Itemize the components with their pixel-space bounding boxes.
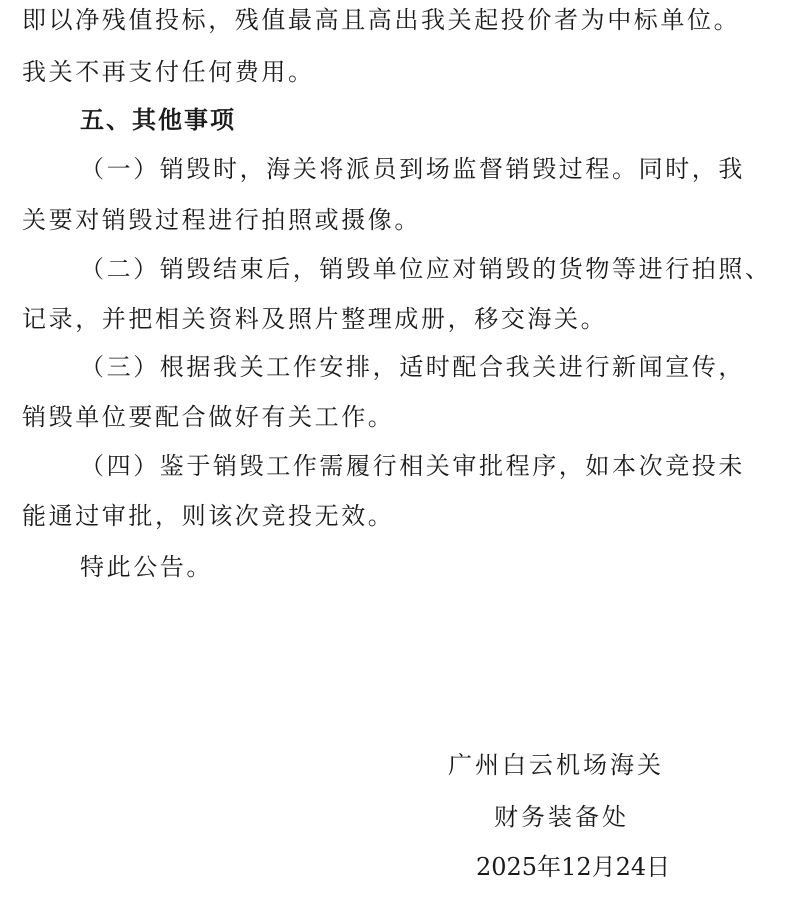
closing-text: 特此公告。: [80, 553, 213, 581]
signature-org: 广州白云机场海关: [448, 751, 664, 779]
item-2-line-1: （二）销毁结束后，销毁单位应对销毁的货物等进行拍照、: [80, 255, 772, 283]
item-1-line-2: 关要对销毁过程进行拍照或摄像。: [22, 206, 421, 234]
signature-date: 2025年12月24日: [476, 853, 671, 881]
item-3-line-2: 销毁单位要配合做好有关工作。: [22, 403, 395, 431]
signature-dept: 财务装备处: [494, 803, 629, 831]
item-4-line-2: 能通过审批，则该次竞投无效。: [22, 502, 395, 530]
item-4-line-1: （四）鉴于销毁工作需履行相关审批程序，如本次竞投未: [80, 452, 745, 480]
section-heading: 五、其他事项: [80, 106, 236, 134]
item-3-line-1: （三）根据我关工作安排，适时配合我关进行新闻宣传，: [80, 353, 745, 381]
paragraph-line: 即以净残值投标，残值最高且高出我关起投价者为中标单位。: [22, 6, 741, 34]
item-1-line-1: （一）销毁时，海关将派员到场监督销毁过程。同时，我: [80, 155, 745, 183]
paragraph-line: 我关不再支付任何费用。: [22, 58, 315, 86]
item-2-line-2: 记录，并把相关资料及照片整理成册，移交海关。: [22, 305, 608, 333]
